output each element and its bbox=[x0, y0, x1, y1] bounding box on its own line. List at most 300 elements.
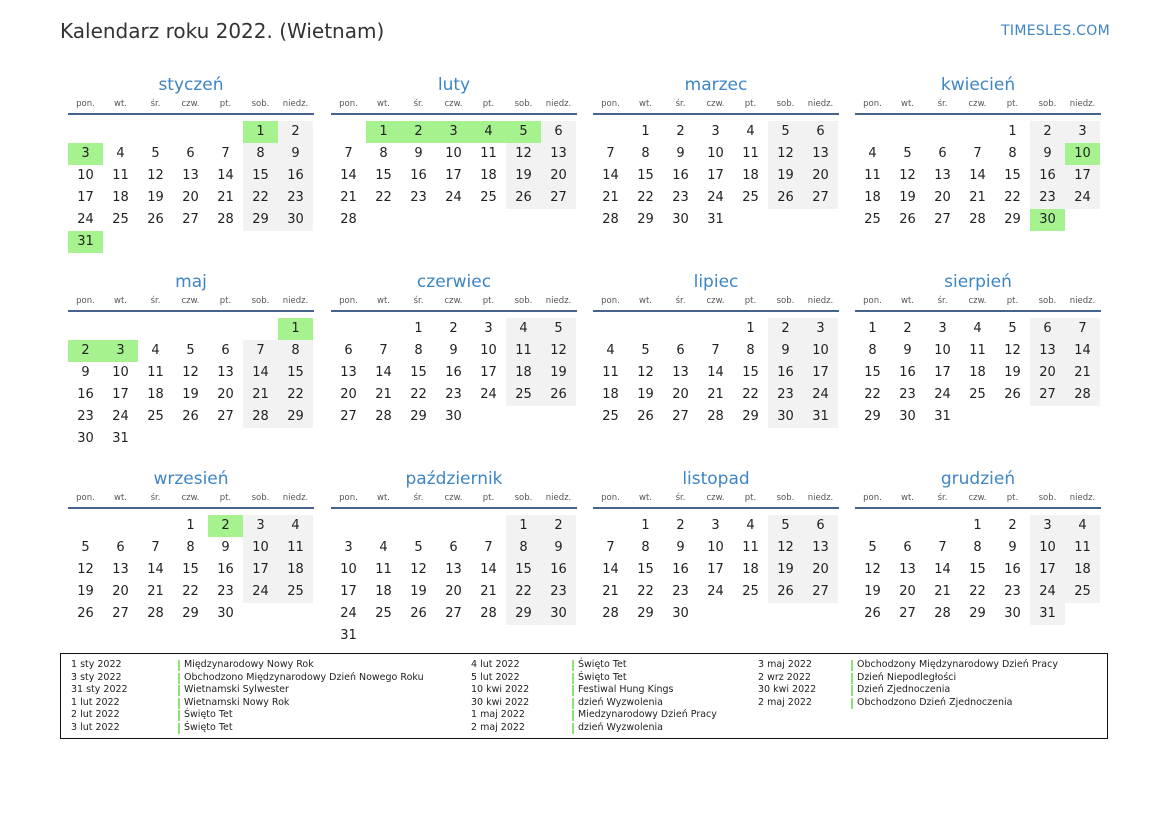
day-cell: 27 bbox=[340, 409, 357, 424]
day-cell: 3 bbox=[711, 518, 720, 533]
day-cell: 15 bbox=[182, 562, 199, 577]
page-title: Kalendarz roku 2022. (Wietnam) bbox=[60, 19, 385, 43]
weekday-label: niedz. bbox=[545, 99, 572, 109]
weekday-label: wt. bbox=[901, 296, 914, 306]
weekday-label: pt. bbox=[1006, 493, 1019, 503]
month-name: grudzień bbox=[940, 469, 1016, 489]
day-cell: 9 bbox=[903, 343, 912, 358]
brand-link[interactable]: TIMESLES.COM bbox=[1001, 23, 1110, 39]
month-name: październik bbox=[405, 469, 503, 489]
day-cell: 1 bbox=[186, 518, 195, 533]
day-cell: 24 bbox=[707, 584, 724, 599]
day-cell: 27 bbox=[445, 606, 462, 621]
day-cell: 19 bbox=[147, 190, 164, 205]
holiday-day-cell: 30 bbox=[1030, 209, 1065, 231]
day-cell: 5 bbox=[1008, 321, 1017, 336]
day-cell: 30 bbox=[672, 212, 689, 227]
weekday-label: sob. bbox=[776, 296, 795, 306]
weekday-label: pt. bbox=[1006, 99, 1019, 109]
day-cell: 29 bbox=[637, 212, 654, 227]
day-cell: 6 bbox=[676, 343, 685, 358]
day-cell: 11 bbox=[147, 365, 164, 380]
month-name: styczeń bbox=[158, 75, 224, 95]
day-cell: 22 bbox=[864, 387, 881, 402]
holiday-date: 3 maj 2022 bbox=[758, 659, 812, 670]
day-cell: 27 bbox=[899, 606, 916, 621]
day-cell: 10 bbox=[1030, 537, 1065, 559]
day-cell: 9 bbox=[676, 146, 685, 161]
day-cell: 27 bbox=[541, 187, 576, 209]
day-cell: 15 bbox=[637, 168, 654, 183]
month-name: maj bbox=[175, 272, 207, 292]
day-cell: 23 bbox=[1004, 584, 1021, 599]
day-cell: 25 bbox=[742, 584, 759, 599]
day-cell: 6 bbox=[938, 146, 947, 161]
day-cell: 21 bbox=[602, 584, 619, 599]
weekday-label: czw. bbox=[968, 493, 987, 503]
weekday-label: wt. bbox=[377, 296, 390, 306]
day-cell: 2 bbox=[676, 518, 685, 533]
holiday-day-cell: 10 bbox=[1065, 143, 1100, 165]
weekday-label: niedz. bbox=[1069, 296, 1096, 306]
day-cell: 8 bbox=[186, 540, 195, 555]
day-cell: 10 bbox=[480, 343, 497, 358]
day-cell: 20 bbox=[541, 165, 576, 187]
weekday-label: czw. bbox=[181, 296, 200, 306]
weekday-label: czw. bbox=[444, 493, 463, 503]
day-cell: 15 bbox=[742, 365, 759, 380]
day-cell: 24 bbox=[445, 190, 462, 205]
holiday-legend bbox=[60, 653, 1108, 739]
month-3 bbox=[593, 75, 839, 265]
header-rule bbox=[593, 507, 839, 509]
day-cell: 9 bbox=[676, 540, 685, 555]
day-cell: 31 bbox=[340, 628, 357, 643]
day-cell: 11 bbox=[742, 540, 759, 555]
header-rule bbox=[331, 507, 577, 509]
day-cell: 19 bbox=[1004, 365, 1021, 380]
day-cell: 3 bbox=[243, 515, 278, 537]
weekday-label: sob. bbox=[251, 493, 270, 503]
day-cell: 22 bbox=[969, 584, 986, 599]
weekday-label: sob. bbox=[514, 296, 533, 306]
holiday-marker bbox=[178, 698, 180, 709]
month-2 bbox=[331, 75, 577, 265]
day-cell: 20 bbox=[182, 190, 199, 205]
day-cell: 16 bbox=[672, 562, 689, 577]
holiday-name: Dzień Zjednoczenia bbox=[857, 684, 951, 696]
day-cell: 27 bbox=[803, 187, 838, 209]
day-cell: 20 bbox=[899, 584, 916, 599]
day-cell: 30 bbox=[1004, 606, 1021, 621]
holiday-day-cell: 2 bbox=[401, 121, 436, 143]
day-cell: 25 bbox=[375, 606, 392, 621]
day-cell: 14 bbox=[969, 168, 986, 183]
day-cell: 23 bbox=[410, 190, 427, 205]
holiday-day-cell: 5 bbox=[506, 121, 541, 143]
day-cell: 8 bbox=[746, 343, 755, 358]
weekday-label: pon. bbox=[339, 493, 358, 503]
weekday-label: śr. bbox=[675, 99, 686, 109]
day-cell: 13 bbox=[803, 537, 838, 559]
weekday-label: czw. bbox=[706, 99, 725, 109]
weekday-label: czw. bbox=[706, 493, 725, 503]
header-rule bbox=[68, 310, 314, 312]
holiday-entry bbox=[758, 697, 1098, 710]
day-cell: 24 bbox=[803, 384, 838, 406]
day-cell: 28 bbox=[707, 409, 724, 424]
day-cell: 5 bbox=[541, 318, 576, 340]
day-cell: 1 bbox=[506, 515, 541, 537]
holiday-date: 1 lut 2022 bbox=[71, 696, 120, 708]
day-cell: 8 bbox=[868, 343, 877, 358]
day-cell: 28 bbox=[340, 212, 357, 227]
day-cell: 17 bbox=[803, 362, 838, 384]
day-cell: 8 bbox=[379, 146, 388, 161]
day-cell: 3 bbox=[1065, 121, 1100, 143]
day-cell: 19 bbox=[864, 584, 881, 599]
day-cell: 16 bbox=[410, 168, 427, 183]
holiday-marker bbox=[178, 685, 180, 696]
day-cell: 10 bbox=[803, 340, 838, 362]
day-cell: 19 bbox=[77, 584, 94, 599]
day-cell: 28 bbox=[375, 409, 392, 424]
day-cell: 30 bbox=[278, 209, 313, 231]
holiday-day-cell: 1 bbox=[278, 318, 313, 340]
holiday-name: Obchodzony Międzynarodowy Dzień Pracy bbox=[857, 659, 1058, 670]
day-cell: 12 bbox=[899, 168, 916, 183]
month-12 bbox=[855, 469, 1101, 659]
day-cell: 31 bbox=[112, 431, 129, 446]
day-cell: 31 bbox=[934, 409, 951, 424]
day-cell: 25 bbox=[969, 387, 986, 402]
day-cell: 21 bbox=[969, 190, 986, 205]
holiday-marker bbox=[572, 723, 574, 734]
day-cell: 19 bbox=[541, 362, 576, 384]
day-cell: 3 bbox=[938, 321, 947, 336]
day-cell: 25 bbox=[147, 409, 164, 424]
day-cell: 7 bbox=[973, 146, 982, 161]
day-cell: 7 bbox=[938, 540, 947, 555]
day-cell: 5 bbox=[641, 343, 650, 358]
day-cell: 14 bbox=[1065, 340, 1100, 362]
day-cell: 5 bbox=[903, 146, 912, 161]
weekday-label: niedz. bbox=[545, 493, 572, 503]
weekday-label: pt. bbox=[219, 99, 232, 109]
weekday-label: pon. bbox=[76, 493, 95, 503]
day-cell: 5 bbox=[868, 540, 877, 555]
month-name: sierpień bbox=[944, 272, 1012, 292]
day-cell: 25 bbox=[506, 384, 541, 406]
day-cell: 28 bbox=[602, 606, 619, 621]
day-cell: 22 bbox=[410, 387, 427, 402]
weekday-label: pt. bbox=[219, 493, 232, 503]
day-cell: 4 bbox=[506, 318, 541, 340]
weekday-label: pon. bbox=[863, 296, 882, 306]
day-cell: 22 bbox=[182, 584, 199, 599]
holiday-marker bbox=[572, 698, 574, 709]
day-cell: 23 bbox=[541, 581, 576, 603]
weekday-label: niedz. bbox=[1069, 99, 1096, 109]
day-cell: 12 bbox=[506, 143, 541, 165]
holiday-marker bbox=[178, 673, 180, 684]
day-cell: 18 bbox=[742, 562, 759, 577]
day-cell: 16 bbox=[1030, 165, 1065, 187]
day-cell: 8 bbox=[243, 143, 278, 165]
day-cell: 19 bbox=[637, 387, 654, 402]
day-cell: 26 bbox=[864, 606, 881, 621]
month-6 bbox=[331, 272, 577, 462]
month-5 bbox=[68, 272, 314, 462]
day-cell: 18 bbox=[602, 387, 619, 402]
day-cell: 13 bbox=[112, 562, 129, 577]
day-cell: 16 bbox=[768, 362, 803, 384]
day-cell: 19 bbox=[768, 165, 803, 187]
day-cell: 24 bbox=[77, 212, 94, 227]
holiday-date: 30 kwi 2022 bbox=[758, 684, 817, 696]
weekday-label: niedz. bbox=[282, 99, 309, 109]
holiday-name: Wietnamski Sylwester bbox=[184, 684, 289, 696]
weekday-label: śr. bbox=[150, 99, 161, 109]
day-cell: 8 bbox=[506, 537, 541, 559]
day-cell: 3 bbox=[344, 540, 353, 555]
weekday-label: śr. bbox=[413, 296, 424, 306]
day-cell: 18 bbox=[278, 559, 313, 581]
day-cell: 4 bbox=[746, 518, 755, 533]
day-cell: 10 bbox=[340, 562, 357, 577]
header-rule bbox=[855, 310, 1101, 312]
holiday-date: 3 lut 2022 bbox=[71, 721, 120, 733]
day-cell: 21 bbox=[480, 584, 497, 599]
day-cell: 17 bbox=[1030, 559, 1065, 581]
weekday-label: czw. bbox=[444, 296, 463, 306]
day-cell: 19 bbox=[506, 165, 541, 187]
day-cell: 24 bbox=[480, 387, 497, 402]
holiday-column bbox=[71, 659, 424, 735]
day-cell: 11 bbox=[278, 537, 313, 559]
day-cell: 4 bbox=[746, 124, 755, 139]
day-cell: 27 bbox=[803, 581, 838, 603]
month-name: wrzesień bbox=[153, 469, 229, 489]
weekday-label: pt. bbox=[482, 99, 495, 109]
day-cell: 18 bbox=[969, 365, 986, 380]
day-cell: 24 bbox=[243, 581, 278, 603]
day-cell: 17 bbox=[934, 365, 951, 380]
day-cell: 8 bbox=[414, 343, 423, 358]
day-cell: 23 bbox=[672, 190, 689, 205]
day-cell: 5 bbox=[151, 146, 160, 161]
header-rule bbox=[855, 507, 1101, 509]
day-cell: 10 bbox=[707, 540, 724, 555]
weekday-label: śr. bbox=[937, 99, 948, 109]
day-cell: 16 bbox=[445, 365, 462, 380]
day-cell: 2 bbox=[768, 318, 803, 340]
holiday-column bbox=[758, 659, 1098, 709]
day-cell: 5 bbox=[414, 540, 423, 555]
day-cell: 25 bbox=[112, 212, 129, 227]
day-cell: 26 bbox=[899, 212, 916, 227]
day-cell: 22 bbox=[637, 584, 654, 599]
holiday-day-cell: 2 bbox=[208, 515, 243, 537]
day-cell: 15 bbox=[637, 562, 654, 577]
day-cell: 7 bbox=[243, 340, 278, 362]
day-cell: 28 bbox=[934, 606, 951, 621]
day-cell: 26 bbox=[768, 581, 803, 603]
weekday-label: sob. bbox=[776, 493, 795, 503]
day-cell: 8 bbox=[973, 540, 982, 555]
holiday-name: Miedzynarodowy Dzień Pracy bbox=[578, 709, 717, 721]
day-cell: 18 bbox=[864, 190, 881, 205]
day-cell: 30 bbox=[217, 606, 234, 621]
weekday-label: wt. bbox=[639, 99, 652, 109]
month-7 bbox=[593, 272, 839, 462]
day-cell: 25 bbox=[278, 581, 313, 603]
weekday-label: sob. bbox=[776, 99, 795, 109]
day-cell: 7 bbox=[221, 146, 230, 161]
day-cell: 12 bbox=[147, 168, 164, 183]
holiday-entry bbox=[71, 722, 411, 735]
holiday-marker bbox=[572, 685, 574, 696]
weekday-label: pt. bbox=[482, 296, 495, 306]
day-cell: 23 bbox=[672, 584, 689, 599]
day-cell: 10 bbox=[445, 146, 462, 161]
holiday-name: Święto Tet bbox=[184, 721, 233, 733]
holiday-name: Obchodzono Dzień Zjednoczenia bbox=[857, 696, 1013, 708]
day-cell: 6 bbox=[1030, 318, 1065, 340]
day-cell: 4 bbox=[116, 146, 125, 161]
day-cell: 20 bbox=[803, 559, 838, 581]
day-cell: 30 bbox=[672, 606, 689, 621]
day-cell: 10 bbox=[77, 168, 94, 183]
day-cell: 15 bbox=[506, 559, 541, 581]
holiday-entry bbox=[471, 709, 811, 722]
day-cell: 30 bbox=[899, 409, 916, 424]
day-cell: 18 bbox=[375, 584, 392, 599]
day-cell: 29 bbox=[182, 606, 199, 621]
weekday-label: czw. bbox=[706, 296, 725, 306]
day-cell: 17 bbox=[243, 559, 278, 581]
day-cell: 3 bbox=[803, 318, 838, 340]
holiday-date: 1 maj 2022 bbox=[471, 709, 525, 721]
day-cell: 22 bbox=[1004, 190, 1021, 205]
day-cell: 29 bbox=[637, 606, 654, 621]
day-cell: 21 bbox=[602, 190, 619, 205]
day-cell: 25 bbox=[742, 190, 759, 205]
weekday-label: śr. bbox=[937, 296, 948, 306]
holiday-name: Wietnamski Nowy Rok bbox=[184, 696, 290, 708]
weekday-label: pon. bbox=[339, 296, 358, 306]
weekday-label: wt. bbox=[901, 99, 914, 109]
day-cell: 10 bbox=[112, 365, 129, 380]
day-cell: 2 bbox=[541, 515, 576, 537]
weekday-label: czw. bbox=[968, 296, 987, 306]
holiday-date: 2 wrz 2022 bbox=[758, 671, 811, 683]
day-cell: 4 bbox=[151, 343, 160, 358]
day-cell: 28 bbox=[1065, 384, 1100, 406]
day-cell: 9 bbox=[81, 365, 90, 380]
holiday-name: dzień Wyzwolenia bbox=[578, 696, 663, 708]
day-cell: 27 bbox=[672, 409, 689, 424]
day-cell: 27 bbox=[182, 212, 199, 227]
header-rule bbox=[331, 310, 577, 312]
day-cell: 13 bbox=[672, 365, 689, 380]
weekday-label: sob. bbox=[251, 296, 270, 306]
weekday-label: niedz. bbox=[282, 296, 309, 306]
day-cell: 15 bbox=[864, 365, 881, 380]
day-cell: 5 bbox=[186, 343, 195, 358]
month-name: listopad bbox=[682, 469, 750, 489]
day-cell: 21 bbox=[217, 190, 234, 205]
day-cell: 16 bbox=[672, 168, 689, 183]
weekday-label: pon. bbox=[76, 99, 95, 109]
holiday-date: 31 sty 2022 bbox=[71, 684, 128, 696]
day-cell: 9 bbox=[768, 340, 803, 362]
day-cell: 20 bbox=[112, 584, 129, 599]
day-cell: 9 bbox=[221, 540, 230, 555]
day-cell: 29 bbox=[410, 409, 427, 424]
day-cell: 14 bbox=[480, 562, 497, 577]
day-cell: 20 bbox=[1030, 362, 1065, 384]
day-cell: 1 bbox=[868, 321, 877, 336]
day-cell: 28 bbox=[217, 212, 234, 227]
header-rule bbox=[593, 310, 839, 312]
weekday-label: pon. bbox=[863, 99, 882, 109]
day-cell: 4 bbox=[379, 540, 388, 555]
day-cell: 20 bbox=[672, 387, 689, 402]
day-cell: 28 bbox=[243, 406, 278, 428]
day-cell: 17 bbox=[445, 168, 462, 183]
day-cell: 11 bbox=[375, 562, 392, 577]
day-cell: 2 bbox=[676, 124, 685, 139]
day-cell: 26 bbox=[147, 212, 164, 227]
day-cell: 9 bbox=[278, 143, 313, 165]
weekday-label: pt. bbox=[744, 296, 757, 306]
month-4 bbox=[855, 75, 1101, 265]
day-cell: 19 bbox=[768, 559, 803, 581]
holiday-entry bbox=[758, 659, 1098, 672]
day-cell: 8 bbox=[278, 340, 313, 362]
weekday-label: niedz. bbox=[807, 493, 834, 503]
day-cell: 11 bbox=[864, 168, 881, 183]
month-1 bbox=[68, 75, 314, 265]
day-cell: 22 bbox=[243, 187, 278, 209]
day-cell: 26 bbox=[541, 384, 576, 406]
day-cell: 12 bbox=[864, 562, 881, 577]
day-cell: 7 bbox=[606, 540, 615, 555]
day-cell: 20 bbox=[217, 387, 234, 402]
day-cell: 11 bbox=[112, 168, 129, 183]
day-cell: 31 bbox=[1030, 603, 1065, 625]
day-cell: 16 bbox=[899, 365, 916, 380]
holiday-day-cell: 3 bbox=[103, 340, 138, 362]
weekday-label: pt. bbox=[744, 493, 757, 503]
day-cell: 15 bbox=[375, 168, 392, 183]
day-cell: 24 bbox=[707, 190, 724, 205]
day-cell: 20 bbox=[934, 190, 951, 205]
month-9 bbox=[68, 469, 314, 659]
holiday-day-cell: 31 bbox=[68, 231, 103, 253]
holiday-day-cell: 1 bbox=[243, 121, 278, 143]
holiday-marker bbox=[178, 723, 180, 734]
day-cell: 29 bbox=[969, 606, 986, 621]
day-cell: 22 bbox=[637, 190, 654, 205]
day-cell: 7 bbox=[379, 343, 388, 358]
day-cell: 30 bbox=[768, 406, 803, 428]
holiday-date: 2 maj 2022 bbox=[758, 696, 812, 708]
month-name: kwiecień bbox=[940, 75, 1016, 95]
weekday-label: pt. bbox=[219, 296, 232, 306]
day-cell: 27 bbox=[217, 409, 234, 424]
